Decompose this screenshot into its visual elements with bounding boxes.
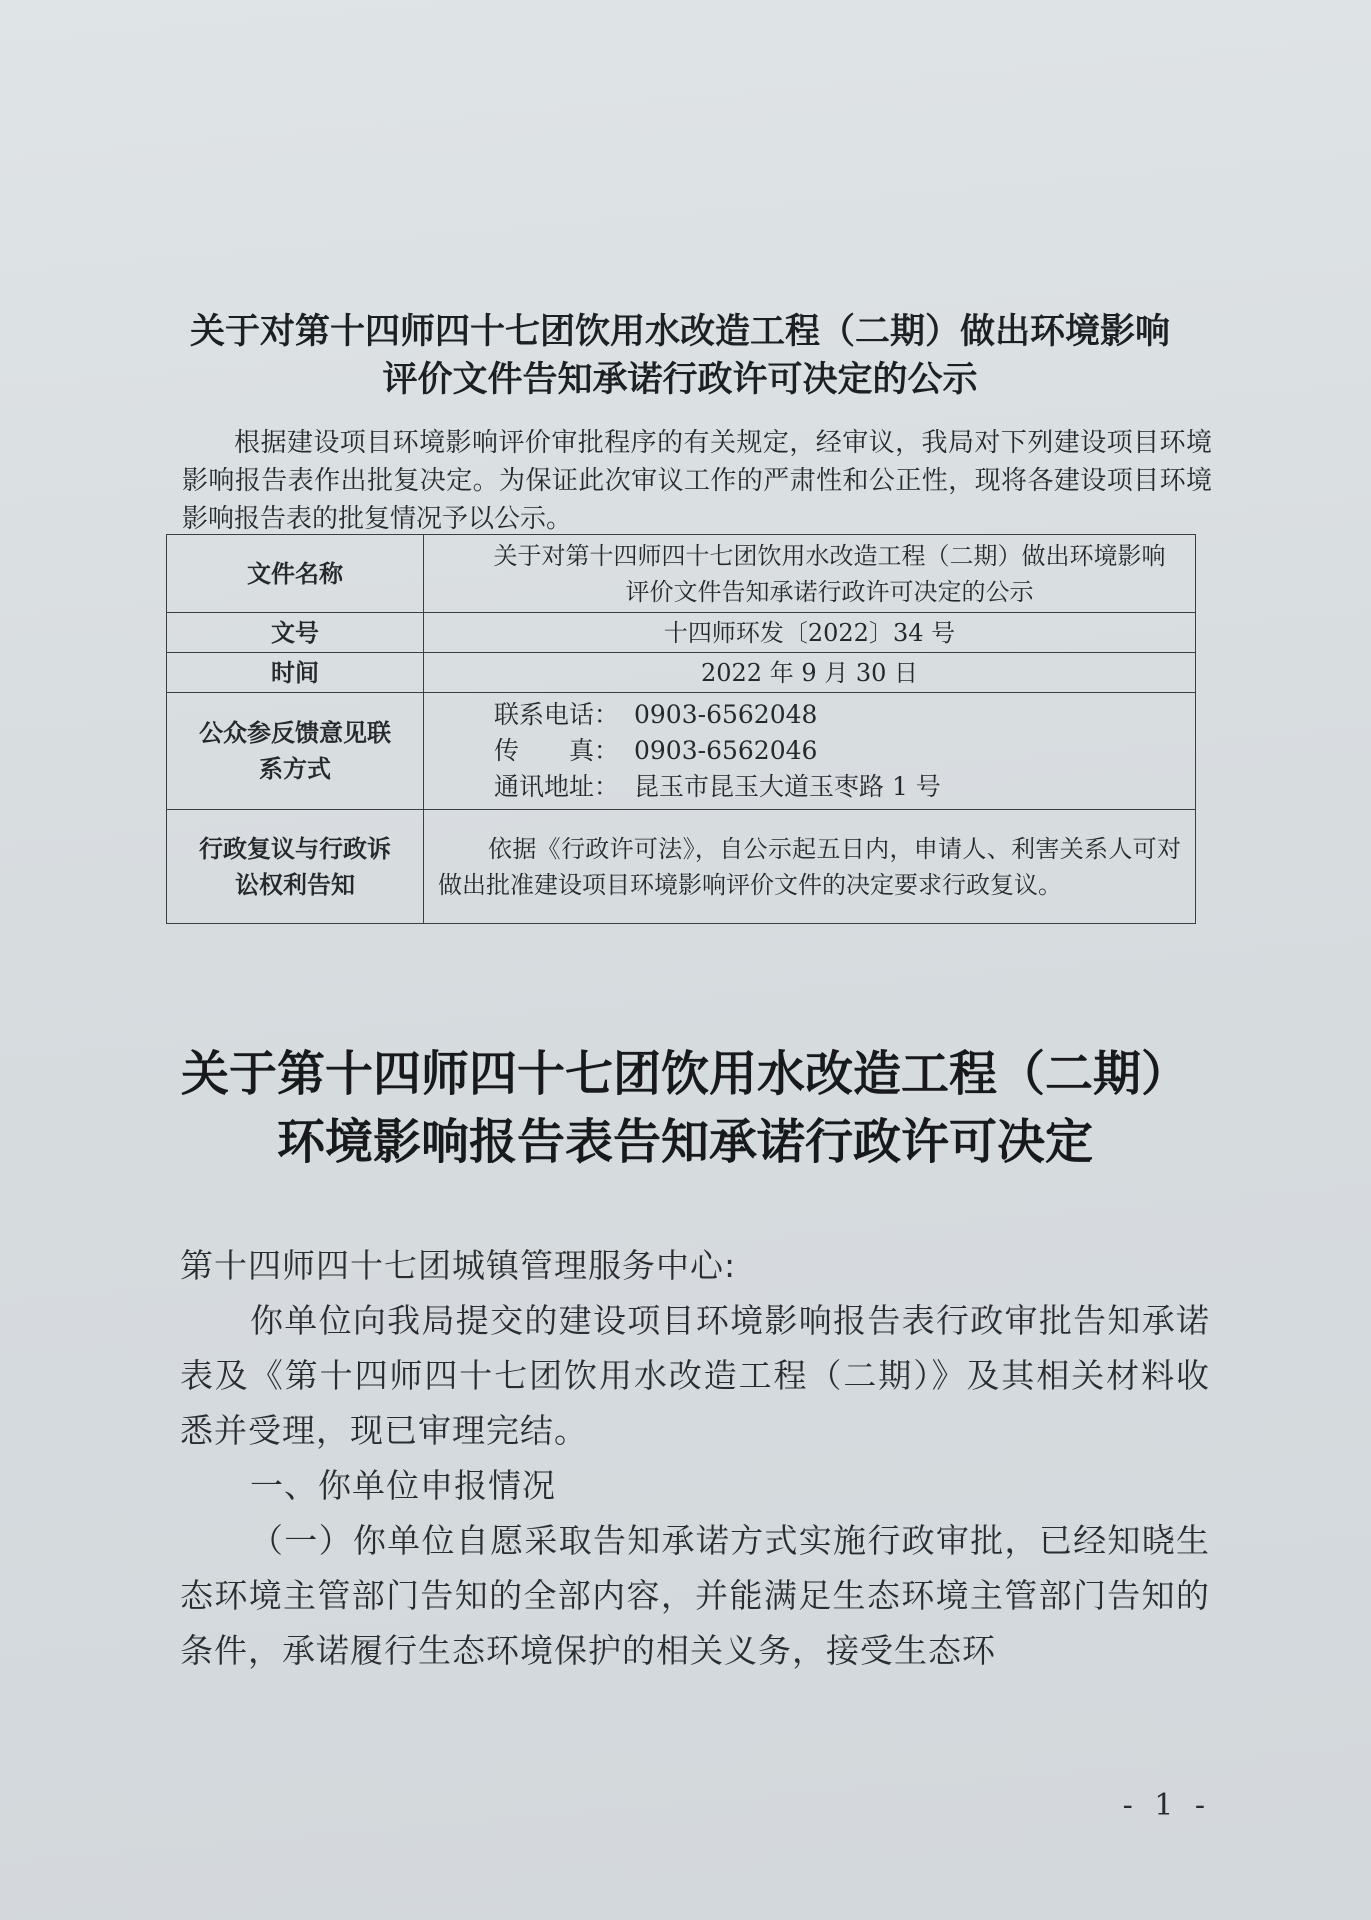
file-name-label: 文件名称 [167,535,424,613]
bleed-through-decoration [190,925,199,955]
decision-title-line2: 环境影响报告表告知承诺行政许可决定 [276,1114,1093,1170]
contact-phone-label: 联系电话： [494,700,620,729]
rights-label: 行政复议与行政诉讼权利告知 [167,810,424,924]
contact-fax-line [444,733,1183,769]
notice-title [150,308,1210,404]
notice-info-table [166,534,1196,924]
decision-paragraph-2: （一）你单位自愿采取告知承诺方式实施行政审批，已经知晓生态环境主管部门告知的全部内容，并能满足生态环境主管部门告知的条件，承诺履行生态环境保护的相关义务，接受生态环 [180,1521,1210,1670]
contact-address-label: 通讯地址： [494,772,620,801]
decision-title [150,1040,1220,1176]
notice-title-line2: 评价文件告知承诺行政许可决定的公示 [382,359,978,400]
contact-value [424,693,1196,810]
contact-fax: 0903-6562046 [634,736,818,765]
contact-fax-label: 传 真： [494,736,620,765]
table-row-file-name [167,535,1196,613]
decision-title-line1: 关于第十四师四十七团饮用水改造工程（二期） [180,1046,1189,1102]
file-name-value: 关于对第十四师四十七团饮用水改造工程（二期）做出环境影响评价文件告知承诺行政许可决定的公示 [424,535,1196,613]
table-row-contact [167,693,1196,810]
doc-no-label: 文号 [167,613,424,653]
contact-phone: 0903-6562048 [634,700,818,729]
contact-address-line [444,769,1183,805]
decision-body [180,1238,1210,1678]
contact-address: 昆玉市昆玉大道玉枣路 1 号 [634,772,941,801]
contact-phone-line [444,697,1183,733]
contact-label: 公众参反馈意见联系方式 [167,693,424,810]
decision-section-heading-1: 一、你单位申报情况 [250,1466,556,1505]
rights-value: 依据《行政许可法》，自公示起五日内，申请人、利害关系人可对做出批准建设项目环境影响评价文件的决定要求行政复议。 [424,810,1196,924]
date-label: 时间 [167,653,424,693]
date-value: 2022 年 9 月 30 日 [424,653,1196,693]
table-row-doc-no [167,613,1196,653]
table-row-date [167,653,1196,693]
page-number: - 1 - [1122,1788,1211,1823]
notice-intro [182,424,1212,538]
doc-no-value: 十四师环发〔2022〕34 号 [424,613,1196,653]
decision-paragraph-1: 你单位向我局提交的建设项目环境影响报告表行政审批告知承诺表及《第十四师四十七团饮用水改造工程（二期）》及其相关材料收悉并受理，现已审理完结。 [180,1301,1210,1450]
table-row-rights [167,810,1196,924]
notice-title-line1: 关于对第十四师四十七团饮用水改造工程（二期）做出环境影响 [189,311,1170,352]
decision-addressee: 第十四师四十七团城镇管理服务中心: [180,1246,737,1285]
notice-intro-paragraph: 根据建设项目环境影响评价审批程序的有关规定，经审议，我局对下列建设项目环境影响报告表作出批复决定。为保证此次审议工作的严肃性和公正性，现将各建设项目环境影响报告表的批复情况予以公示。 [182,428,1212,534]
